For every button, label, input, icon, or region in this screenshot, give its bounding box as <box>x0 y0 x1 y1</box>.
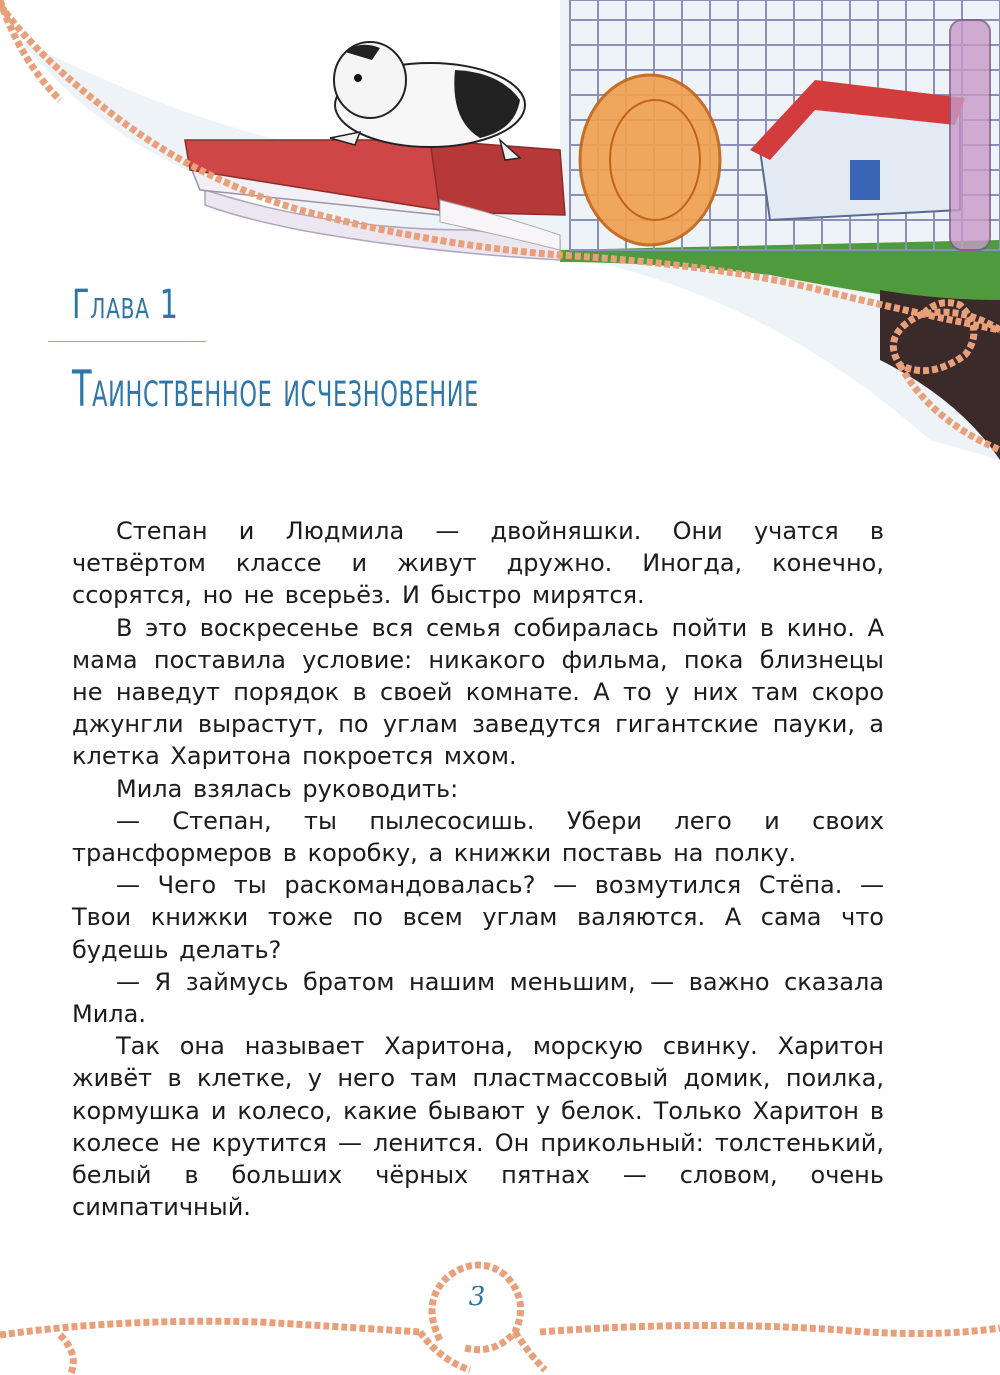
paragraph: Так она называет Харитона, морскую свинку. Харитон живёт в клетке, у него там пластмассовый домик, поилка, кормушка и колесо, какие бывают у белок. Только Харитон в колесе не крутится — ленится. Он прикольный: толстенький, белый в больших чёрных пятнах — словом, очень симпатичный. <box>72 1032 884 1222</box>
bottom-rope-icon <box>0 1240 1000 1375</box>
page-number: 3 <box>468 1282 486 1312</box>
paragraph: — Чего ты раскомандовалась? — возмутился Стёпа. — Твои книжки тоже по всем углам валяются. А сама что будешь делать? <box>72 871 884 964</box>
hamster-wheel-icon <box>580 75 720 245</box>
paragraph: Мила взялась руководить: <box>116 774 459 803</box>
chapter-text <box>72 515 884 1223</box>
chapter-divider <box>48 341 206 342</box>
chapter-label: Глава 1 <box>72 282 179 328</box>
chapter-title: Таинственное исчезновение <box>72 360 479 418</box>
paragraph: Степан и Людмила — двойняшки. Они учатся в четвёртом классе и живут дружно. Иногда, конечно, ссорятся, но не всерьёз. И быстро мирятся. <box>72 517 884 610</box>
paragraph: — Я займусь братом нашим меньшим, — важно сказала Мила. <box>72 967 884 1029</box>
paragraph: — Степан, ты пылесосишь. Убери лего и своих трансформеров в коробку, а книжки поставь на полку. <box>72 806 884 868</box>
water-bottle-icon <box>950 20 990 250</box>
paragraph: В это воскресенье вся семья собиралась пойти в кино. А мама поставила условие: никакого фильма, пока близнецы не наведут порядок в своей комнате. А то у них там скоро джунгли вырастут, по углам заведутся гигантские пауки, а клетка Харитона покроется мхом. <box>72 613 884 771</box>
